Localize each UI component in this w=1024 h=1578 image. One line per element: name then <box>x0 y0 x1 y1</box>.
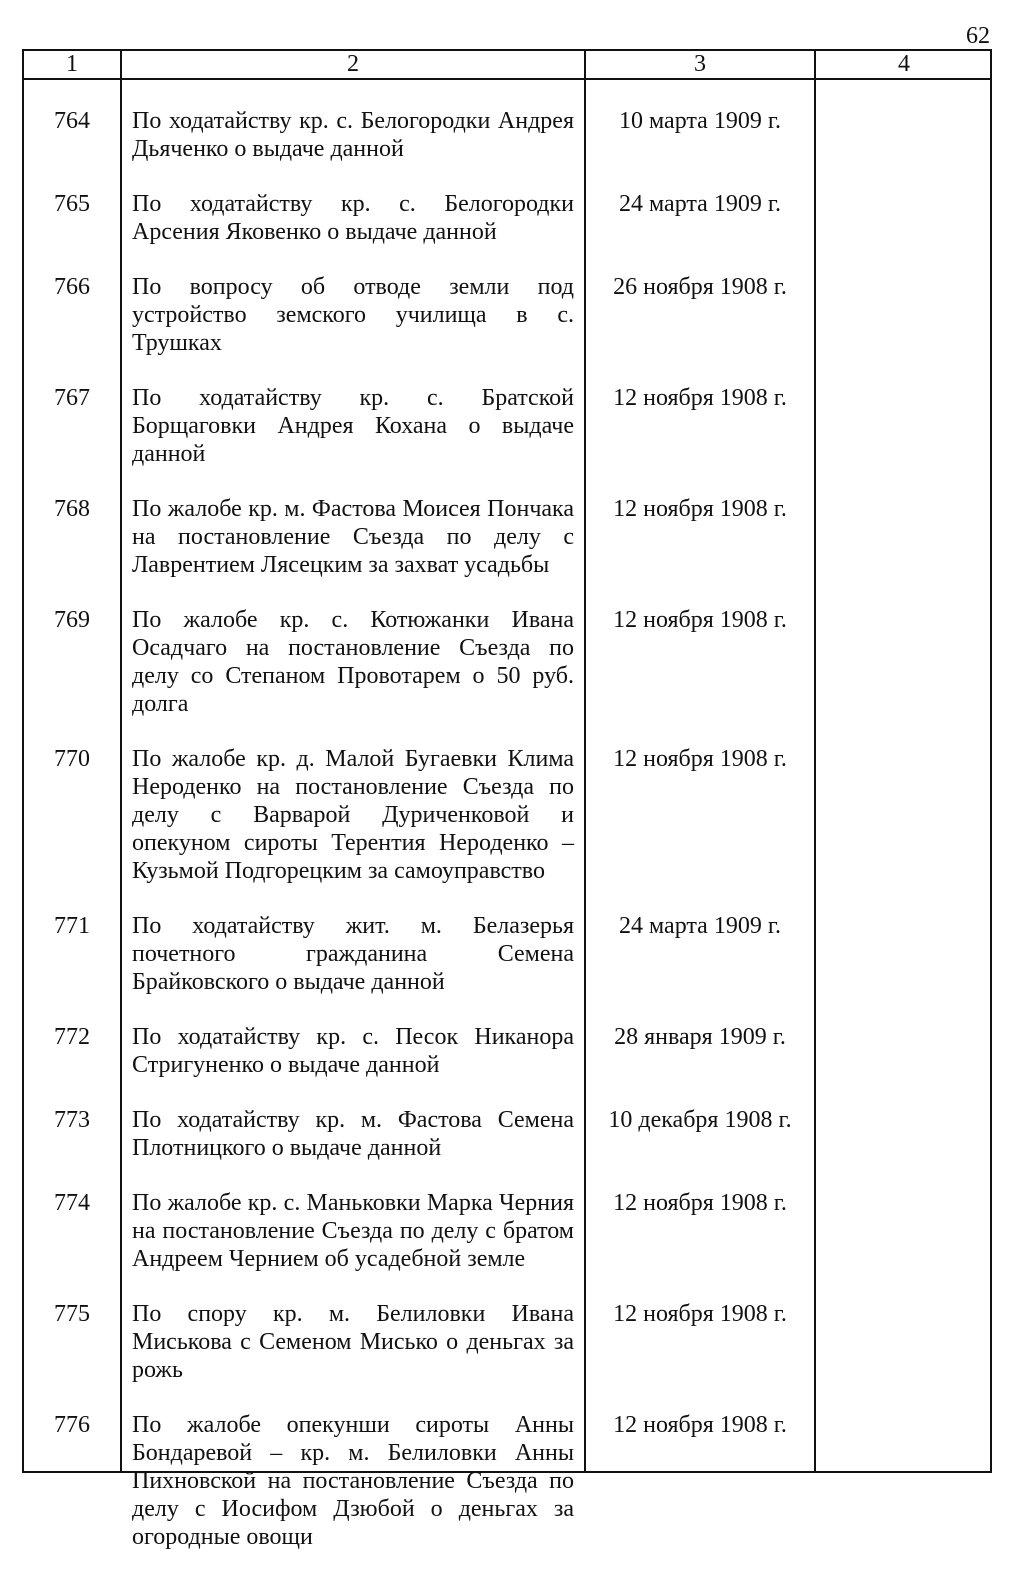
row-description: По жалобе опекунши сироты Анны Бондаревой – кр. м. Белиловки Анны Пихновской на постановление Съезда по делу с Иосифом Дзюбой о деньгах за огородные овощи <box>132 1412 574 1550</box>
row-date: 12 ноября 1908 г. <box>613 1190 787 1216</box>
row-number: 768 <box>54 496 90 522</box>
row-description: По ходатайству кр. с. Песок Никанора Стригуненко о выдаче данной <box>132 1024 574 1078</box>
table-row <box>24 1023 990 1079</box>
table-row <box>24 745 990 885</box>
row-date: 26 ноября 1908 г. <box>613 274 787 300</box>
row-number: 764 <box>54 108 90 134</box>
row-date: 24 марта 1909 г. <box>619 913 781 939</box>
row-number: 770 <box>54 746 90 772</box>
header-col-4: 4 <box>898 51 910 77</box>
row-description: По жалобе кр. м. Фастова Моисея Пончака на постановление Съезда по делу с Лаврентием Лясецким за захват усадьбы <box>132 496 574 578</box>
row-description: По ходатайству кр. с. Братской Борщаговки Андрея Кохана о выдаче данной <box>132 385 574 467</box>
row-number: 775 <box>54 1301 90 1327</box>
row-number: 773 <box>54 1107 90 1133</box>
header-col-2: 2 <box>347 51 359 77</box>
table-row <box>24 107 990 163</box>
table-header <box>24 51 990 80</box>
table-body <box>24 107 990 1578</box>
table-row <box>24 1106 990 1162</box>
row-description: По жалобе кр. с. Маньковки Марка Черния на постановление Съезда по делу с братом Андреем Чернием об усадебной земле <box>132 1190 574 1272</box>
row-date: 12 ноября 1908 г. <box>613 1301 787 1327</box>
header-col-3: 3 <box>694 51 706 77</box>
row-date: 10 марта 1909 г. <box>619 108 781 134</box>
table-row <box>24 606 990 718</box>
register-table <box>22 49 992 1550</box>
row-number: 766 <box>54 274 90 300</box>
header-col-1: 1 <box>66 51 78 77</box>
row-date: 10 декабря 1908 г. <box>608 1107 792 1133</box>
table-row <box>24 495 990 579</box>
row-number: 772 <box>54 1024 90 1050</box>
row-number: 774 <box>54 1190 90 1216</box>
row-description: По вопросу об отводе земли под устройство земского училища в с. Трушках <box>132 274 574 356</box>
row-description: По жалобе кр. с. Котюжанки Ивана Осадчаго на постановление Съезда по делу со Степаном Провотарем о 50 руб. долга <box>132 607 574 717</box>
row-description: По спору кр. м. Белиловки Ивана Миськова с Семеном Мисько о деньгах за рожь <box>132 1301 574 1383</box>
row-number: 767 <box>54 385 90 411</box>
table-row <box>24 190 990 246</box>
row-number: 776 <box>54 1412 90 1438</box>
table-row <box>24 912 990 996</box>
table-row <box>24 1411 990 1551</box>
row-date: 12 ноября 1908 г. <box>613 607 787 633</box>
row-date: 12 ноября 1908 г. <box>613 385 787 411</box>
row-date: 12 ноября 1908 г. <box>613 1412 787 1438</box>
row-number: 771 <box>54 913 90 939</box>
row-description: По ходатайству кр. с. Белогородки Арсения Яковенко о выдаче данной <box>132 191 574 245</box>
row-date: 24 марта 1909 г. <box>619 191 781 217</box>
row-number: 765 <box>54 191 90 217</box>
row-description: По жалобе кр. д. Малой Бугаевки Клима Нероденко на постановление Съезда по делу с Варварой Дуриченковой и опекуном сироты Терентия Нероденко – Кузьмой Подгорецким за самоуправство <box>132 746 574 884</box>
row-date: 12 ноября 1908 г. <box>613 496 787 522</box>
row-date: 28 января 1909 г. <box>614 1024 786 1050</box>
table-row <box>24 273 990 357</box>
row-number: 769 <box>54 607 90 633</box>
row-description: По ходатайству кр. с. Белогородки Андрея Дьяченко о выдаче данной <box>132 108 574 162</box>
row-date: 12 ноября 1908 г. <box>613 746 787 772</box>
row-description: По ходатайству кр. м. Фастова Семена Плотницкого о выдаче данной <box>132 1107 574 1161</box>
row-description: По ходатайству жит. м. Белазерья почетного гражданина Семена Брайковского о выдаче данной <box>132 913 574 995</box>
table-row <box>24 1189 990 1273</box>
table-row <box>24 1300 990 1384</box>
page-number: 62 <box>966 23 990 49</box>
table-row <box>24 384 990 468</box>
